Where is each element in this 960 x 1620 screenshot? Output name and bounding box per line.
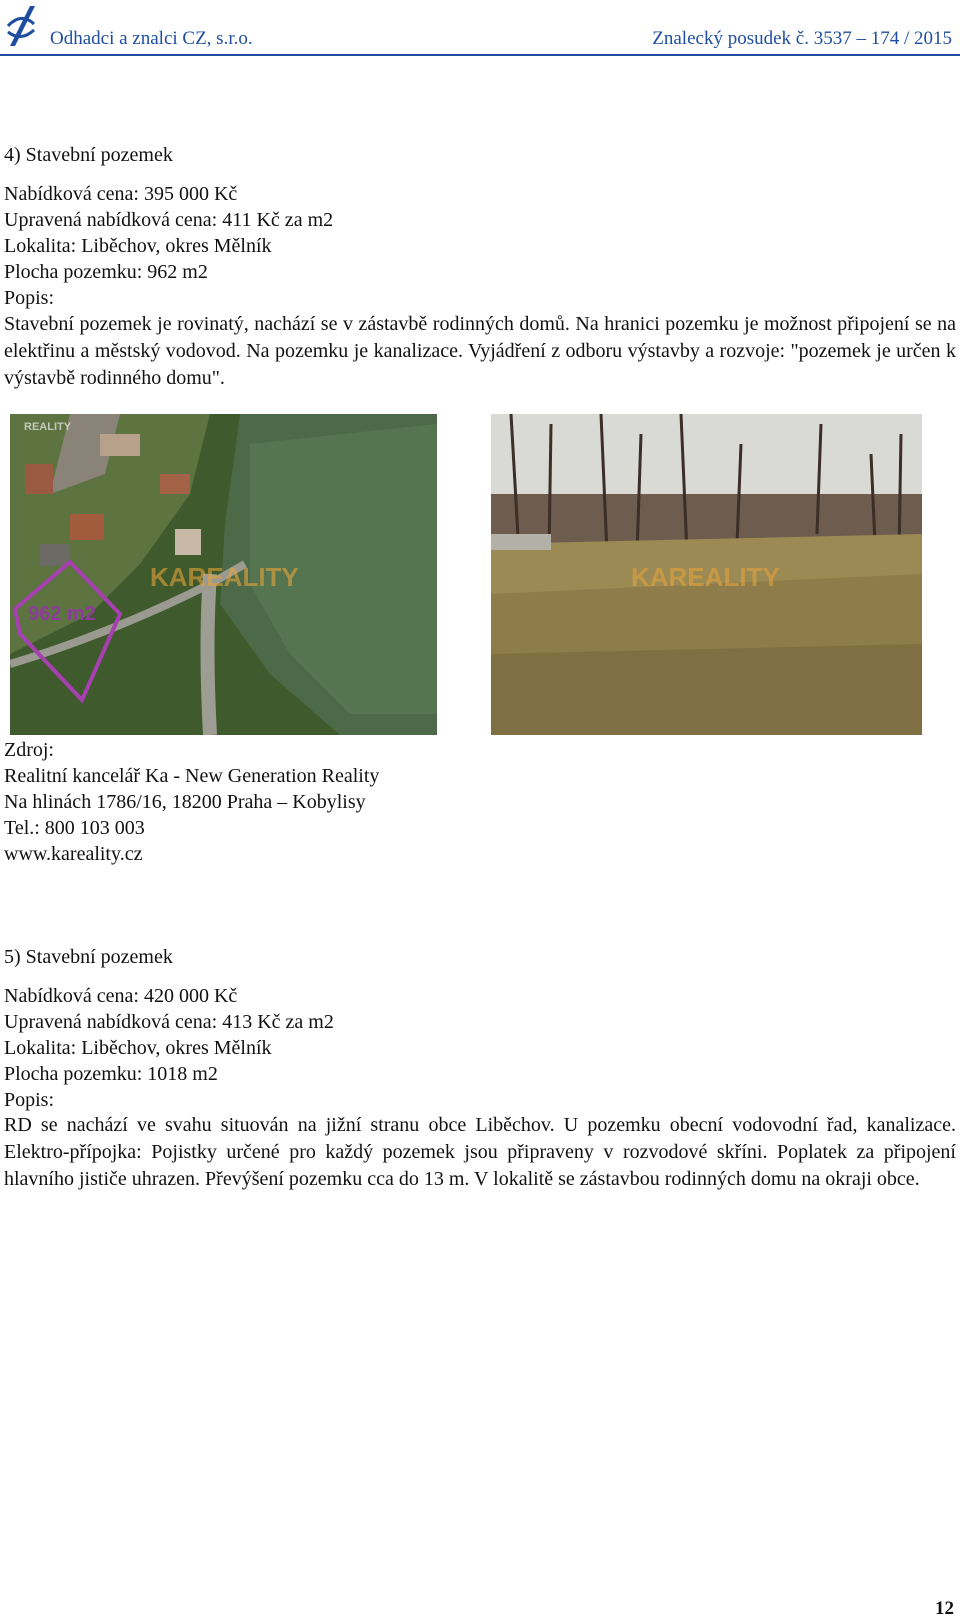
- item4-locality: Lokalita: Liběchov, okres Mělník: [4, 235, 272, 257]
- item4-area: Plocha pozemku: 962 m2: [4, 261, 208, 283]
- item4-source-agency: Realitní kancelář Ka - New Generation Reality: [4, 765, 380, 787]
- field-photo: [491, 414, 922, 735]
- aerial-photo: [10, 414, 437, 735]
- item5-price: Nabídková cena: 420 000 Kč: [4, 985, 238, 1007]
- item5-description-label: Popis:: [4, 1089, 55, 1111]
- item4-source-address: Na hlinách 1786/16, 18200 Praha – Kobylisy: [4, 791, 366, 813]
- item4-title: 4) Stavební pozemek: [4, 144, 173, 166]
- field-watermark: KAREALITY: [631, 562, 780, 592]
- company-name: Odhadci a znalci CZ, s.r.o.: [50, 28, 253, 49]
- item4-price: Nabídková cena: 395 000 Kč: [4, 183, 238, 205]
- item5-description: RD se nachází ve svahu situován na jižní stranu obce Liběchov. U pozemku obecní vodovodní řad, kanalizace. Elektro-přípojka: Pojistky určené pro každý pozemek jsou připraveny v rozvodové skříni. Poplatek za připojení hlavního jističe uhrazen. Převýšení pozemku cca do 13 m. V lokalitě se zástavbou rodinných domu na okraji obce.: [4, 1114, 956, 1190]
- item4-source-phone: Tel.: 800 103 003: [4, 817, 145, 839]
- document-number: Znalecký posudek č. 3537 – 174 / 2015: [652, 28, 952, 49]
- item4-source-label: Zdroj:: [4, 739, 54, 761]
- aerial-photo-image: [10, 414, 437, 735]
- item4-source-web: www.kareality.cz: [4, 843, 143, 865]
- field-photo-image: [491, 414, 922, 735]
- item4-description: Stavební pozemek je rovinatý, nachází se v zástavbě rodinných domů. Na hranici pozemku je možnost připojení se na elektřinu a městský vodovod. Na pozemku je kanalizace. Vyjádření z odboru výstavby a rozvoje: "pozemek je určen k výstavbě rodinného domu".: [4, 313, 956, 389]
- item5-adjusted-price: Upravená nabídková cena: 413 Kč za m2: [4, 1011, 334, 1033]
- item5-area: Plocha pozemku: 1018 m2: [4, 1063, 218, 1085]
- company-logo-icon: [4, 2, 38, 52]
- page-number: 12: [935, 1598, 954, 1619]
- item5-title: 5) Stavební pozemek: [4, 946, 173, 968]
- item5-locality: Lokalita: Liběchov, okres Mělník: [4, 1037, 272, 1059]
- page-header: [0, 0, 960, 56]
- aerial-corner-watermark: REALITY: [24, 421, 72, 433]
- item4-description-label: Popis:: [4, 287, 55, 309]
- header-divider: [0, 54, 960, 56]
- aerial-plot-label: 962 m2: [28, 603, 96, 625]
- aerial-watermark: KAREALITY: [150, 562, 299, 592]
- item4-adjusted-price: Upravená nabídková cena: 411 Kč za m2: [4, 209, 334, 231]
